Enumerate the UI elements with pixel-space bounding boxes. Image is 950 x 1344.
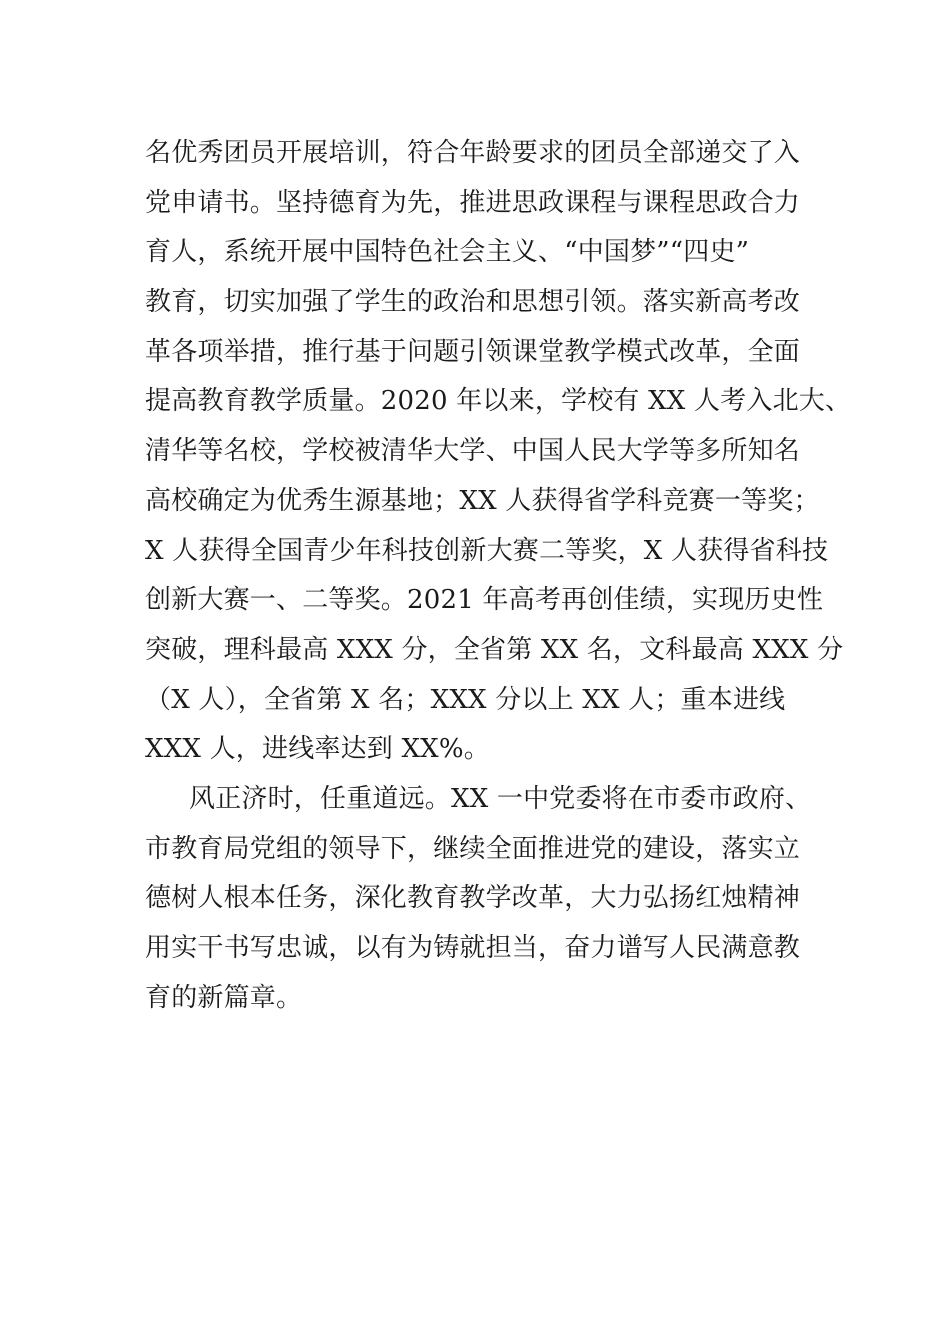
paragraph-line: 教育，切实加强了学生的政治和思想引领。落实新高考改 — [145, 287, 801, 318]
paragraph-line: 用实干书写忠诚，以有为铸就担当，奋力谱写人民满意教 — [145, 933, 801, 964]
paragraph-2 — [145, 775, 825, 1023]
paragraph-line: 党申请书。坚持德育为先，推进思政课程与课程思政合力 — [145, 187, 801, 218]
paragraph-line: 名优秀团员开展培训，符合年龄要求的团员全部递交了入 — [145, 138, 801, 168]
paragraph-line: （X 人），全省第 X 名；XXX 分以上 XX 人；重本进线 — [145, 684, 786, 715]
paragraph-line: 革各项举措，推行基于问题引领课堂教学模式改革，全面 — [145, 336, 801, 367]
paragraph-line: 德树人根本任务，深化教育教学改革，大力弘扬红烛精神 — [145, 883, 801, 914]
paragraph-line: 清华等名校，学校被清华大学、中国人民大学等多所知名 — [145, 436, 801, 467]
paragraph-line: XXX 人，进线率达到 XX%。 — [145, 734, 490, 765]
paragraph-line: 育人，系统开展中国特色社会主义、“中国梦”“四史” — [145, 237, 750, 268]
paragraph-line: 风正济时，任重道远。XX 一中党委将在市委市政府、 — [189, 784, 812, 814]
paragraph-line: 突破，理科最高 XXX 分，全省第 XX 名，文科最高 XXX 分 — [145, 634, 844, 665]
paragraph-line: 创新大赛一、二等奖。2021 年高考再创佳绩，实现历史性 — [145, 585, 824, 616]
paragraph-line: X 人获得全国青少年科技创新大赛二等奖，X 人获得省科技 — [145, 535, 829, 566]
paragraph-line: 高校确定为优秀生源基地；XX 人获得省学科竞赛一等奖； — [145, 485, 820, 516]
paragraph-line: 市教育局党组的领导下，继续全面推进党的建设，落实立 — [145, 833, 801, 864]
paragraph-1 — [145, 129, 852, 775]
paragraph-line: 提高教育教学质量。2020 年以来，学校有 XX 人考入北大、 — [145, 386, 852, 417]
paragraph-line: 育的新篇章。 — [145, 982, 303, 1013]
